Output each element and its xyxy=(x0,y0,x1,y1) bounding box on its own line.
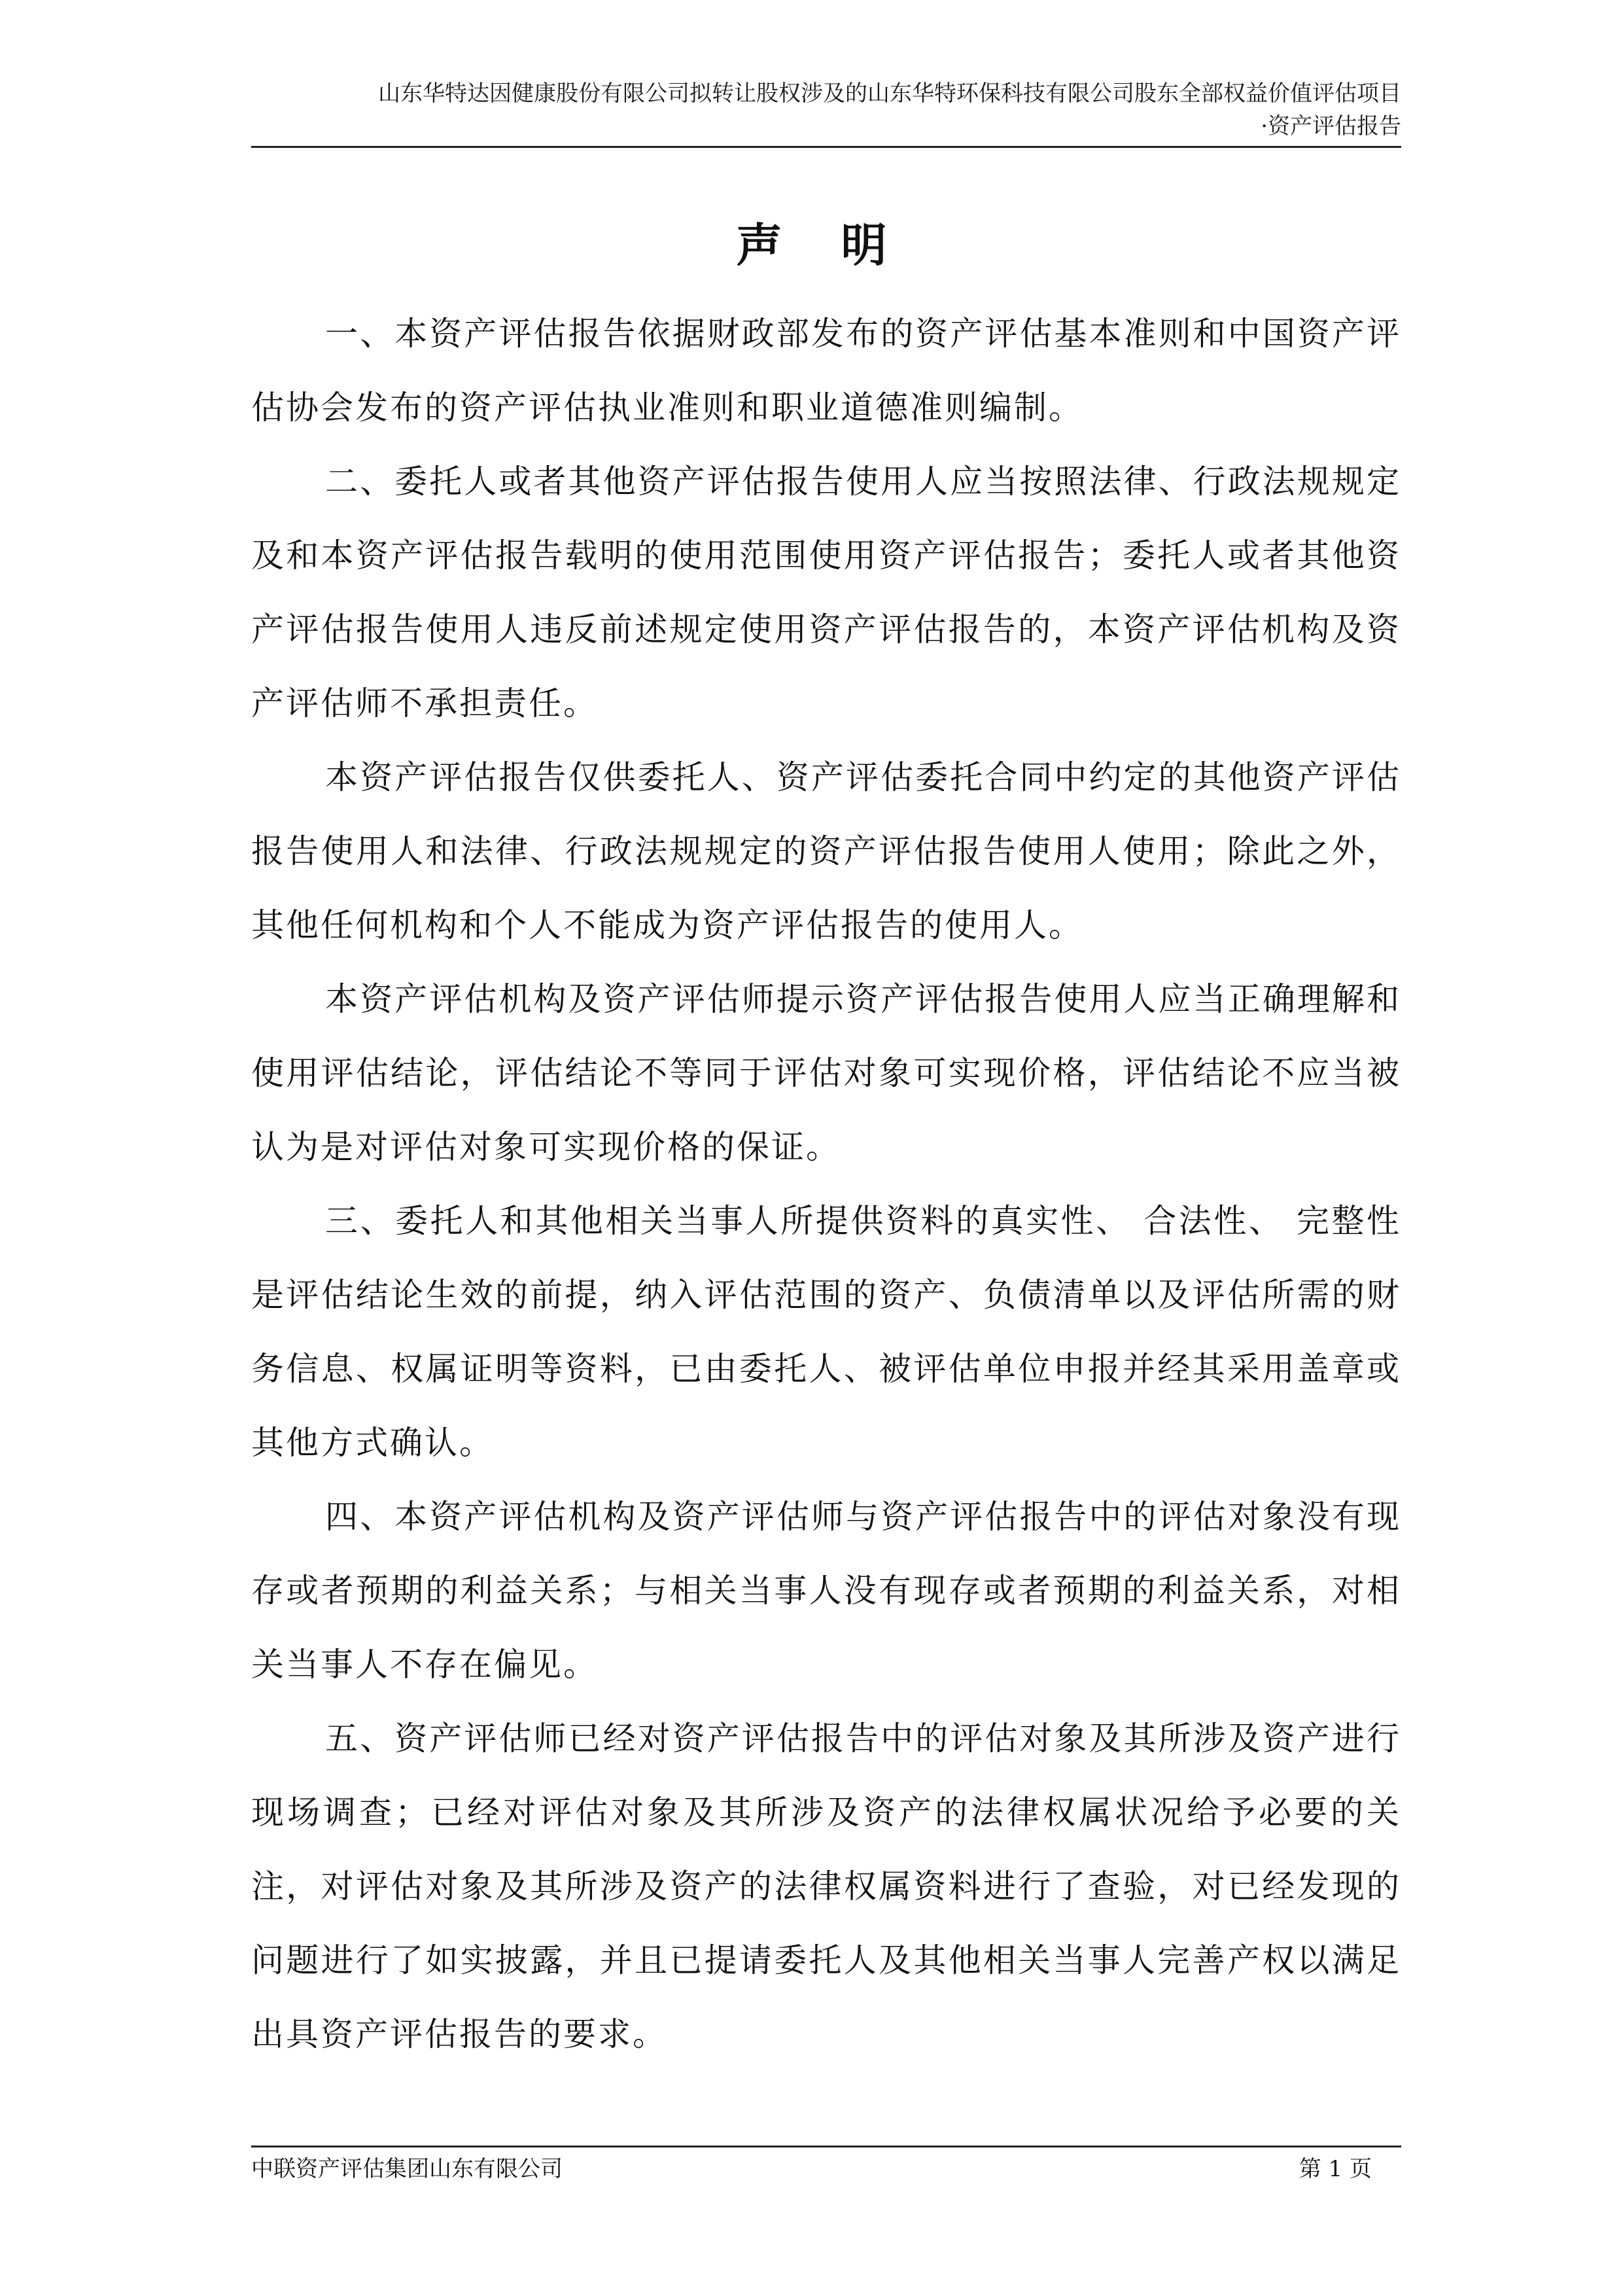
page-title: 声明 xyxy=(736,218,946,272)
paragraph-6: 四、本资产评估机构及资产评估师与资产评估报告中的评估对象没有现存或者预期的利益关系；与相关当事人没有现存或者预期的利益关系，对相关当事人不存在偏见。 xyxy=(251,1498,1401,1684)
header-title: 山东华特达因健康股份有限公司拟转让股权涉及的山东华特环保科技有限公司股东全部权益价值评估项目 xyxy=(378,80,1401,107)
paragraph-3: 本资产评估报告仅供委托人、资产评估委托合同中约定的其他资产评估报告使用人和法律、行政法规规定的资产评估报告使用人使用；除此之外，其他任何机构和个人不能成为资产评估报告的使用人。 xyxy=(251,758,1401,944)
paragraph-5: 三、委托人和其他相关当事人所提供资料的真实性、 合法性、 完整性是评估结论生效的前提，纳入评估范围的资产、负债清单以及评估所需的财务信息、权属证明等资料，已由委托人、被评估单位申报并经其采用盖章或其他方式确认。 xyxy=(251,1202,1401,1462)
paragraph-7: 五、资产评估师已经对资产评估报告中的评估对象及其所涉及资产进行现场调查；已经对评估对象及其所涉及资产的法律权属状况给予必要的关注，对评估对象及其所涉及资产的法律权属资料进行了查验，对已经发现的问题进行了如实披露，并且已提请委托人及其他相关当事人完善产权以满足出具资产评估报告的要求。 xyxy=(251,1720,1401,2053)
page-header xyxy=(251,77,1401,143)
page-number: 第 1 页 xyxy=(1299,2156,1372,2182)
paragraph-2: 二、委托人或者其他资产评估报告使用人应当按照法律、行政法规规定及和本资产评估报告载明的使用范围使用资产评估报告；委托人或者其他资产评估报告使用人违反前述规定使用资产评估报告的，本资产评估机构及资产评估师不承担责任。 xyxy=(251,463,1401,722)
footer-divider xyxy=(251,2146,1401,2147)
footer-company: 中联资产评估集团山东有限公司 xyxy=(251,2156,563,2182)
document-body xyxy=(251,297,1401,2072)
header-divider xyxy=(251,146,1401,148)
paragraph-4: 本资产评估机构及资产评估师提示资产评估报告使用人应当正确理解和使用评估结论，评估结论不等同于评估对象可实现价格，评估结论不应当被认为是对评估对象可实现价格的保证。 xyxy=(251,980,1401,1166)
paragraph-1: 一、本资产评估报告依据财政部发布的资产评估基本准则和中国资产评估协会发布的资产评估执业准则和职业道德准则编制。 xyxy=(251,315,1401,427)
header-subtitle: ·资产评估报告 xyxy=(1261,113,1401,139)
